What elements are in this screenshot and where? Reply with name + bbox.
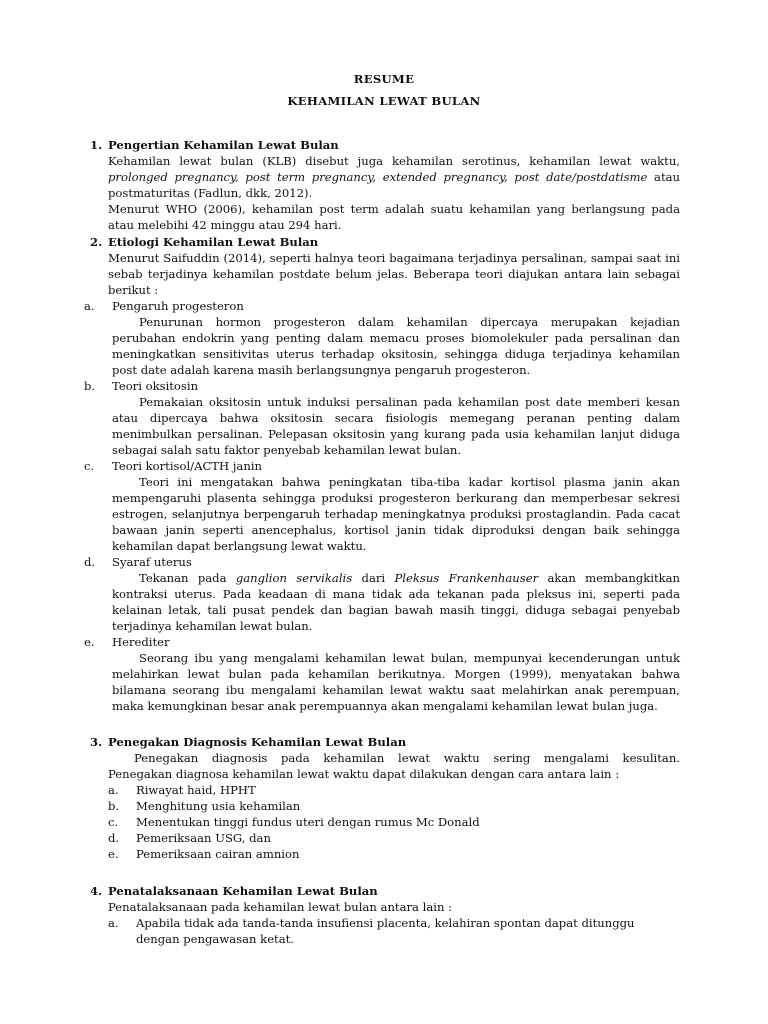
- document-subtitle: KEHAMILAN LEWAT BULAN: [287, 94, 481, 108]
- section-4-list: [108, 915, 680, 947]
- list-item: e. Pemeriksaan cairan amnion: [108, 847, 300, 861]
- section-2-intro: Menurut Saifuddin (2014), seperti halnya teori bagaimana terjadinya persalinan, sampai saat ini sebab terjadinya kehamilan postdate belum jelas. Beberapa teori diajukan antara lain sebagai berikut :: [108, 251, 680, 297]
- section-1-paragraph-1: Kehamilan lewat bulan (KLB) disebut juga kehamilan serotinus, kehamilan lewat waktu, prolonged pregnancy, post term pregnancy, extended pregnancy, post date/postdatisme atau postmaturitas (Fadlun, dkk, 2012).: [108, 154, 680, 200]
- list-item: c. Menentukan tinggi fundus uteri dengan rumus Mc Donald: [108, 815, 480, 829]
- section-3-paragraph-1: Penegakan diagnosis pada kehamilan lewat waktu sering mengalami kesulitan.: [134, 751, 680, 765]
- section-4: [90, 883, 680, 947]
- section-1-paragraph-2: Menurut WHO (2006), kehamilan post term adalah suatu kehamilan yang berlangsung pada atau melebihi 42 minggu atau 294 hari.: [108, 202, 680, 232]
- section-2-heading: 2. Etiologi Kehamilan Lewat Bulan: [90, 235, 319, 249]
- section-1-heading: 1. Pengertian Kehamilan Lewat Bulan: [90, 138, 339, 152]
- section-3-list: [108, 782, 680, 862]
- list-item: d. Syaraf uterus Tekanan pada ganglion servikalis dari Pleksus Frankenhauser akan membangkitkan kontraksi uterus. Pada keadaan di mana tidak ada tekanan pada pleksus ini, seperti pada kelainan letak, tali pusat pendek dan bagian bawah masih tinggi, diduga sebagai penyebab terjadinya kehamilan lewat bulan.: [84, 555, 681, 633]
- section-3: [90, 734, 680, 862]
- section-2: [84, 234, 681, 714]
- list-item: d. Pemeriksaan USG, dan: [108, 831, 271, 845]
- list-item: c. Teori kortisol/ACTH janin Teori ini mengatakan bahwa peningkatan tiba-tiba kadar kortisol plasma janin akan mempengaruhi plasenta sehingga produksi progesteron berkurang dan memperbesar sekresi estrogen, selanjutnya berpengaruh terhadap meningkatnya produksi prostaglandin. Pada cacat bawaan janin seperti anencephalus, kortisol janin tidak diproduksi dengan baik sehingga kehamilan dapat berlangsung lewat waktu.: [84, 459, 680, 553]
- section-4-paragraph-1: Penatalaksanaan pada kehamilan lewat bulan antara lain :: [108, 900, 453, 914]
- section-4-heading: 4. Penatalaksanaan Kehamilan Lewat Bulan: [90, 884, 378, 898]
- section-1: [90, 137, 680, 233]
- section-3-heading: 3. Penegakan Diagnosis Kehamilan Lewat Bulan: [90, 735, 407, 749]
- list-item: b. Teori oksitosin Pemakaian oksitosin untuk induksi persalinan pada kehamilan post date memberi kesan atau dipercaya bahwa oksitosin secara fisiologis memegang peranan penting dalam menimbulkan persalinan. Pelepasan oksitosin yang kurang pada usia kehamilan lanjut diduga sebagai salah satu faktor penyebab kehamilan lewat bulan.: [84, 379, 680, 457]
- list-item: a. Pengaruh progesteron Penurunan hormon progesteron dalam kehamilan dipercaya merupakan kejadian perubahan endokrin yang penting dalam memacu proses biomolekuler pada persalinan dan meningkatkan sensitivitas uterus terhadap oksitosin, sehingga diduga terjadinya kehamilan post date adalah karena masih berlangsungnya pengaruh progesteron.: [84, 299, 680, 377]
- list-item: b. Menghitung usia kehamilan: [108, 799, 301, 813]
- list-item: a. Riwayat haid, HPHT: [108, 783, 256, 797]
- section-3-paragraph-2: Penegakan diagnosa kehamilan lewat waktu dapat dilakukan dengan cara antara lain :: [108, 767, 620, 781]
- document-title: RESUME: [353, 72, 415, 86]
- section-2-list: [84, 298, 680, 714]
- list-item: a. Apabila tidak ada tanda-tanda insufiensi placenta, kelahiran spontan dapat ditunggu dengan pengawasan ketat.: [108, 916, 635, 946]
- list-item: e. Herediter Seorang ibu yang mengalami kehamilan lewat bulan, mempunyai kecenderungan untuk melahirkan lewat bulan pada kehamilan berikutnya. Morgen (1999), menyatakan bahwa bilamana seorang ibu mengalami kehamilan lewat waktu saat melahirkan anak perempuan, maka kemungkinan besar anak perempuannya akan mengalami kehamilan lewat bulan juga.: [84, 635, 680, 713]
